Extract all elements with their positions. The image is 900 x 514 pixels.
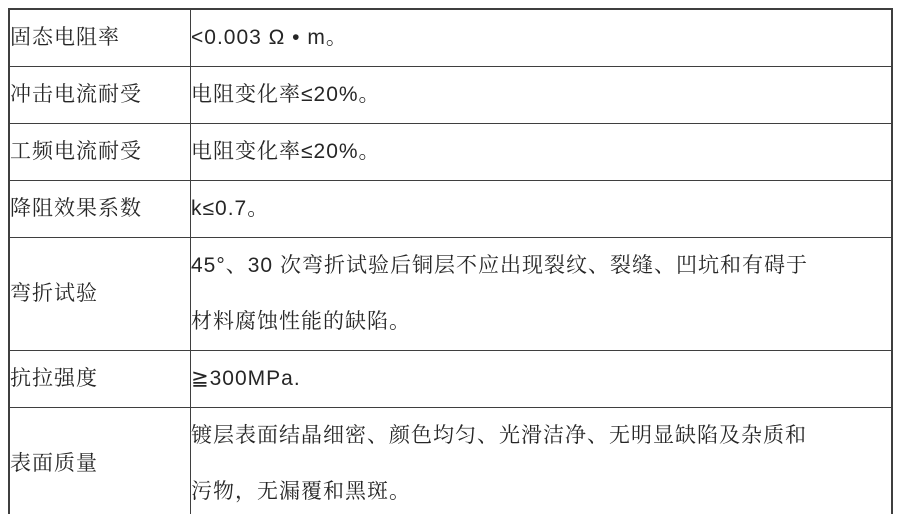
table-row — [9, 351, 892, 408]
spec-value-cell — [191, 408, 893, 514]
table-row — [9, 9, 892, 67]
spec-label-cell — [9, 238, 191, 351]
spec-label: 固态电阻率 — [10, 26, 120, 49]
spec-value-line: k≤0.7。 — [191, 197, 270, 220]
table-row — [9, 408, 892, 514]
spec-label-cell — [9, 67, 191, 124]
spec-label: 降阻效果系数 — [10, 197, 142, 220]
spec-value-line: 材料腐蚀性能的缺陷。 — [191, 310, 411, 333]
table-row — [9, 238, 892, 351]
spec-table — [8, 8, 893, 514]
spec-value-line: 镀层表面结晶细密、颜色均匀、光滑洁净、无明显缺陷及杂质和 — [191, 424, 807, 447]
spec-label: 弯折试验 — [10, 282, 98, 305]
spec-label: 抗拉强度 — [10, 367, 98, 390]
spec-value-line: <0.003 Ω • m。 — [191, 26, 348, 49]
spec-value-cell — [191, 67, 893, 124]
spec-label: 冲击电流耐受 — [10, 83, 142, 106]
spec-value-cell — [191, 9, 893, 67]
table-row — [9, 181, 892, 238]
table-row — [9, 124, 892, 181]
spec-label-cell — [9, 124, 191, 181]
spec-value-cell — [191, 124, 893, 181]
spec-value-cell — [191, 238, 893, 351]
spec-value-line: 污物，无漏覆和黑斑。 — [191, 480, 411, 503]
spec-label-cell — [9, 408, 191, 514]
spec-value-line: 电阻变化率≤20%。 — [191, 83, 381, 106]
spec-label-cell — [9, 351, 191, 408]
spec-value-cell — [191, 351, 893, 408]
spec-label-cell — [9, 9, 191, 67]
spec-label-cell — [9, 181, 191, 238]
spec-value-line: 电阻变化率≤20%。 — [191, 140, 381, 163]
table-row — [9, 67, 892, 124]
spec-value-line: 45°、30 次弯折试验后铜层不应出现裂纹、裂缝、凹坑和有碍于 — [191, 254, 808, 277]
spec-value-line: ≧300MPa. — [191, 367, 301, 390]
spec-label: 工频电流耐受 — [10, 140, 142, 163]
spec-label: 表面质量 — [10, 452, 98, 475]
spec-value-cell — [191, 181, 893, 238]
